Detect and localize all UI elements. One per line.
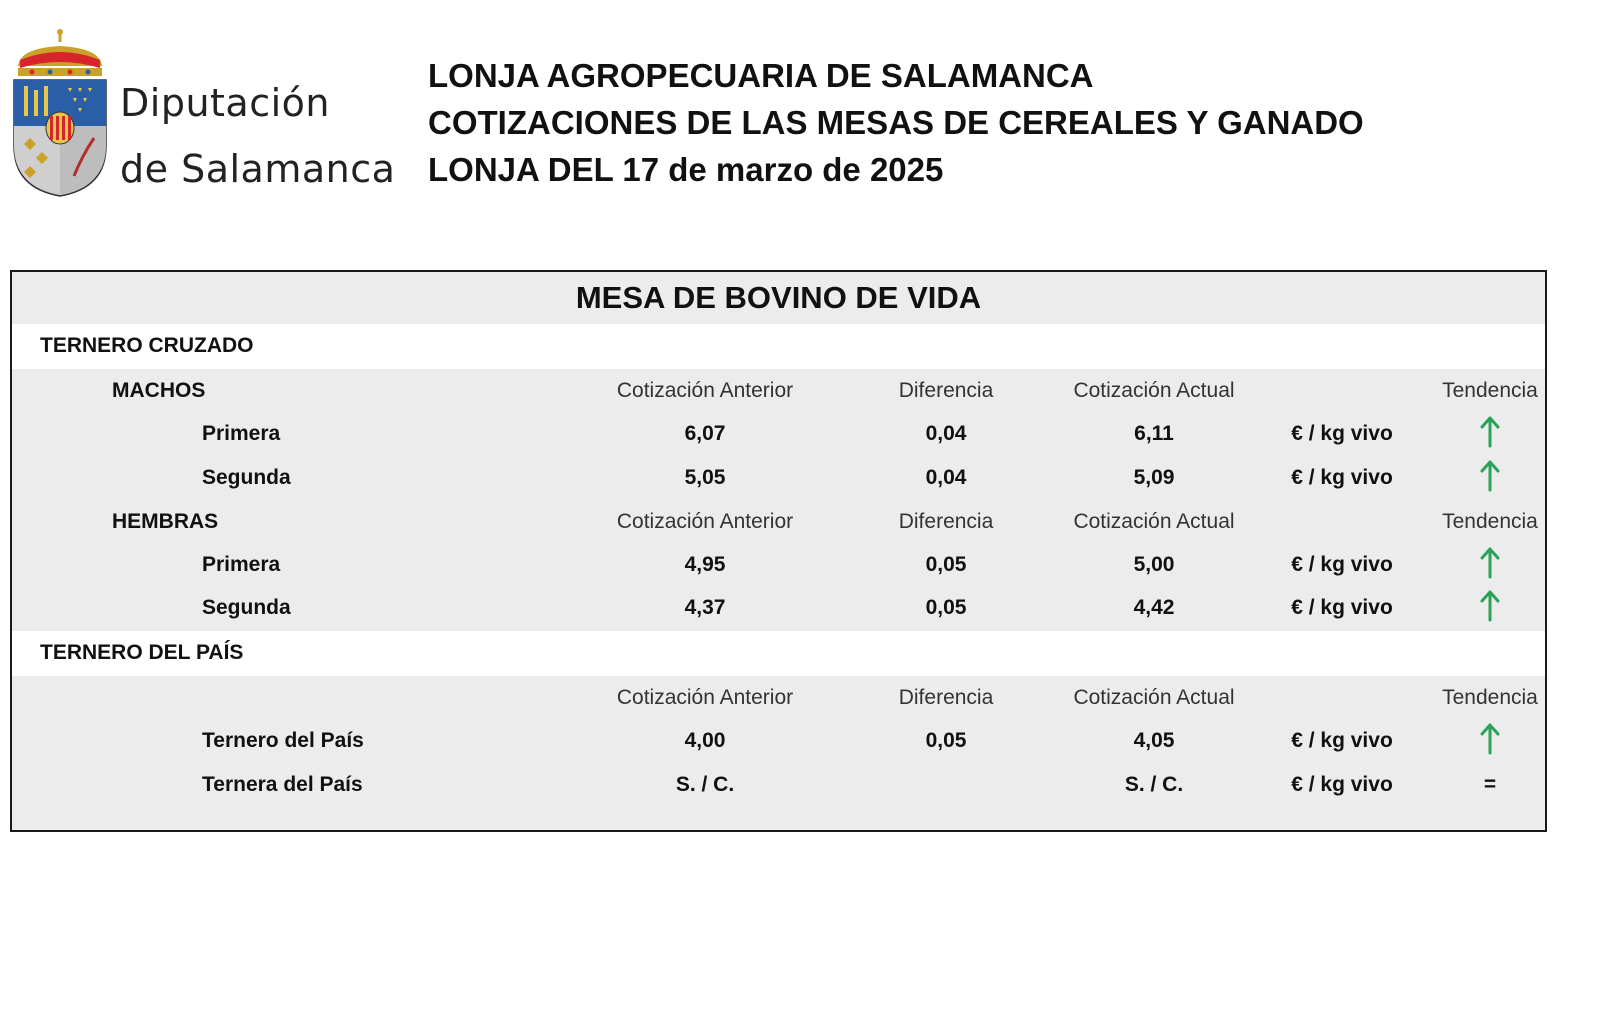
value-curr: 5,09 (1133, 466, 1175, 489)
value-curr: 5,00 (1133, 553, 1175, 576)
value-unit: € / kg vivo (1291, 553, 1393, 576)
row-label: Ternera del País (202, 773, 363, 796)
col-header-curr: Cotización Actual (1073, 379, 1235, 402)
table-title: MESA DE BOVINO DE VIDA (575, 280, 982, 315)
col-header-trend: Tendencia (1442, 686, 1538, 709)
value-unit: € / kg vivo (1291, 729, 1393, 752)
col-header-trend: Tendencia (1442, 379, 1538, 402)
row-label: Segunda (202, 596, 291, 619)
col-header-prev: Cotización Anterior (616, 686, 794, 709)
col-header-diff: Diferencia (898, 686, 994, 709)
col-header-diff: Diferencia (898, 379, 994, 402)
value-diff: 0,05 (925, 729, 967, 752)
value-curr: S. / C. (1124, 773, 1184, 796)
trend-up-arrow-icon (1479, 723, 1501, 755)
value-diff: 0,05 (925, 596, 967, 619)
trend-up-arrow-icon (1479, 460, 1501, 492)
value-diff: 0,04 (925, 466, 967, 489)
price-table (10, 270, 1547, 832)
document-title-line2: COTIZACIONES DE LAS MESAS DE CEREALES Y GANADO (428, 104, 1364, 141)
group-label-hembras: HEMBRAS (112, 510, 219, 533)
trend-equal-indicator: = (1483, 773, 1497, 796)
section-label-ternero-cruzado: TERNERO CRUZADO (40, 334, 254, 357)
col-header-curr: Cotización Actual (1073, 686, 1235, 709)
organization-name-line1: Diputación (120, 81, 330, 125)
row-label: Segunda (202, 466, 291, 489)
document-title-block (428, 52, 1364, 193)
row-label: Ternero del País (202, 729, 364, 752)
organization-name (120, 70, 395, 202)
col-header-diff: Diferencia (898, 510, 994, 533)
diputacion-coat-of-arms-logo (10, 26, 110, 201)
value-unit: € / kg vivo (1291, 466, 1393, 489)
document-title-line3: LONJA DEL 17 de marzo de 2025 (428, 151, 944, 188)
col-header-prev: Cotización Anterior (616, 379, 794, 402)
trend-up-arrow-icon (1479, 547, 1501, 579)
document-title-line1: LONJA AGROPECUARIA DE SALAMANCA (428, 57, 1094, 94)
trend-up-arrow-icon (1479, 590, 1501, 622)
value-unit: € / kg vivo (1291, 596, 1393, 619)
value-diff: 0,05 (925, 553, 967, 576)
section-label-ternero-del-pais: TERNERO DEL PAÍS (40, 641, 244, 664)
trend-up-arrow-icon (1479, 416, 1501, 448)
col-header-trend: Tendencia (1442, 510, 1538, 533)
value-curr: 4,05 (1133, 729, 1175, 752)
value-curr: 6,11 (1134, 422, 1174, 445)
value-curr: 4,42 (1133, 596, 1175, 619)
col-header-curr: Cotización Actual (1073, 510, 1235, 533)
value-unit: € / kg vivo (1291, 422, 1393, 445)
value-prev: 4,95 (684, 553, 726, 576)
value-unit: € / kg vivo (1291, 773, 1393, 796)
value-prev: S. / C. (675, 773, 735, 796)
value-prev: 6,07 (684, 422, 726, 445)
value-prev: 5,05 (684, 466, 726, 489)
value-prev: 4,00 (684, 729, 726, 752)
value-prev: 4,37 (684, 596, 726, 619)
row-label: Primera (202, 422, 281, 445)
row-label: Primera (202, 553, 281, 576)
col-header-prev: Cotización Anterior (616, 510, 794, 533)
group-label-machos: MACHOS (112, 379, 206, 402)
value-diff: 0,04 (925, 422, 967, 445)
organization-name-line2: de Salamanca (120, 147, 396, 191)
